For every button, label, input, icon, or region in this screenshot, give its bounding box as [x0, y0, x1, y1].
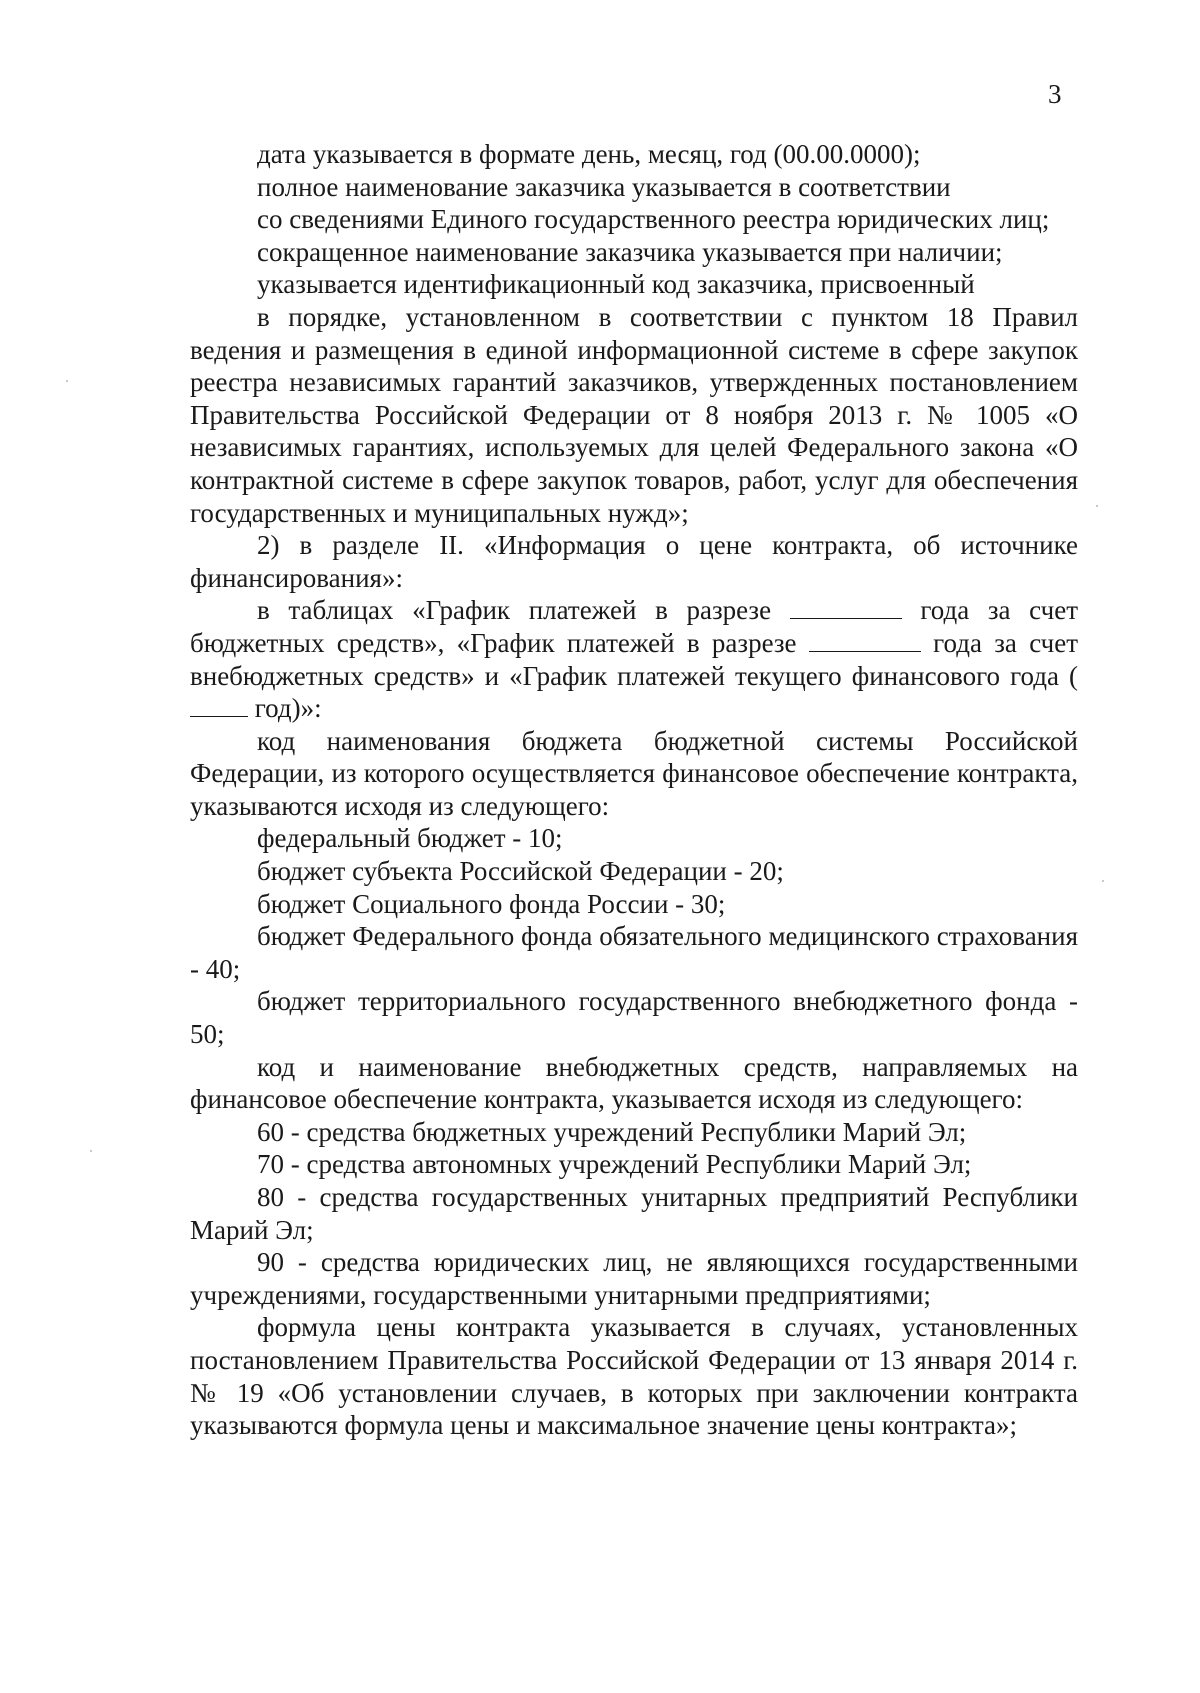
- page-number: 3: [1048, 79, 1062, 109]
- scan-speck: [90, 1150, 92, 1152]
- scan-speck: [1102, 880, 1104, 882]
- paragraph-short-name: сокращенное наименование заказчика указывается при наличии;: [257, 236, 1003, 267]
- list-item-social-fund: бюджет Социального фонда России - 30;: [257, 888, 726, 919]
- list-item-code-90: 90 - средства юридических лиц, не являющихся государственными учреждениями, государственными унитарными предприятиями;: [190, 1247, 1078, 1310]
- list-item-code-80: 80 - средства государственных унитарных предприятий Республики Марий Эл;: [190, 1182, 1078, 1245]
- blank-year-field-2: [809, 629, 921, 652]
- paragraph-extrabudgetary-code: код и наименование внебюджетных средств, направляемых на финансовое обеспечение контракта, указывается исходя из следующего:: [190, 1051, 1078, 1115]
- scan-speck: [66, 380, 68, 382]
- paragraph-price-formula: формула цены контракта указывается в случаях, установленных постановлением Правительства Российской Федерации от 13 января 2014 г. № 19 «Об установлении случаев, в которых при заключении контракта указываются формула цены и максимальное значение цены контракта»;: [190, 1312, 1078, 1441]
- paragraph-section-ii: 2) в разделе II. «Информация о цене контракта, об источнике финансирования»:: [190, 530, 1078, 593]
- payment-tables-text-1: в таблицах «График платежей в разрезе: [257, 595, 772, 626]
- list-item-code-70: 70 - средства автономных учреждений Республики Марий Эл;: [257, 1149, 972, 1180]
- paragraph-egrul: со сведениями Единого государственного реестра юридических лиц;: [257, 204, 1050, 235]
- list-item-subject-budget: бюджет субъекта Российской Федерации - 20;: [257, 856, 784, 887]
- paragraph-full-name: полное наименование заказчика указывается в соответствии: [257, 171, 951, 202]
- list-item-federal-budget: федеральный бюджет - 10;: [257, 823, 563, 854]
- list-item-territorial-fund: бюджет территориального государственного внебюджетного фонда - 50;: [190, 986, 1078, 1050]
- blank-year-field-1: [790, 596, 902, 619]
- paragraph-procedure: в порядке, установленном в соответствии с пунктом 18 Правил ведения и размещения в единой информационной системе в сфере закупок реестра независимых гарантий заказчиков, утвержденных постановлением Правительства Российской Федерации от 8 ноября 2013 г. № 1005 «О независимых гарантиях, используемых для целей Федерального закона «О контрактной системе в сфере закупок товаров, работ, услуг для обеспечения государственных и муниципальных нужд»;: [190, 301, 1078, 528]
- paragraph-payment-tables: [190, 594, 1078, 724]
- paragraph-identification-code: указывается идентификационный код заказчика, присвоенный: [257, 269, 975, 300]
- paragraph-date-format: дата указывается в формате день, месяц, год (00.00.0000);: [257, 139, 921, 169]
- payment-tables-text-4: год)»:: [254, 693, 322, 724]
- list-item-code-60: 60 - средства бюджетных учреждений Республики Марий Эл;: [257, 1116, 967, 1147]
- payment-tables-text-2: года за счет бюджетных средств», «График платежей в разрезе: [190, 595, 1078, 658]
- list-item-medical-fund: бюджет Федерального фонда обязательного медицинского страхования - 40;: [190, 921, 1078, 984]
- paragraph-budget-code: код наименования бюджета бюджетной системы Российской Федерации, из которого осуществляется финансовое обеспечение контракта, указываются исходя из следующего:: [190, 725, 1078, 821]
- blank-year-field-3: [190, 694, 248, 717]
- payment-tables-text-3: года за счет внебюджетных средств» и «График платежей текущего финансового года (: [190, 627, 1079, 691]
- scan-speck: [1096, 505, 1098, 507]
- document-body: [190, 138, 1078, 1442]
